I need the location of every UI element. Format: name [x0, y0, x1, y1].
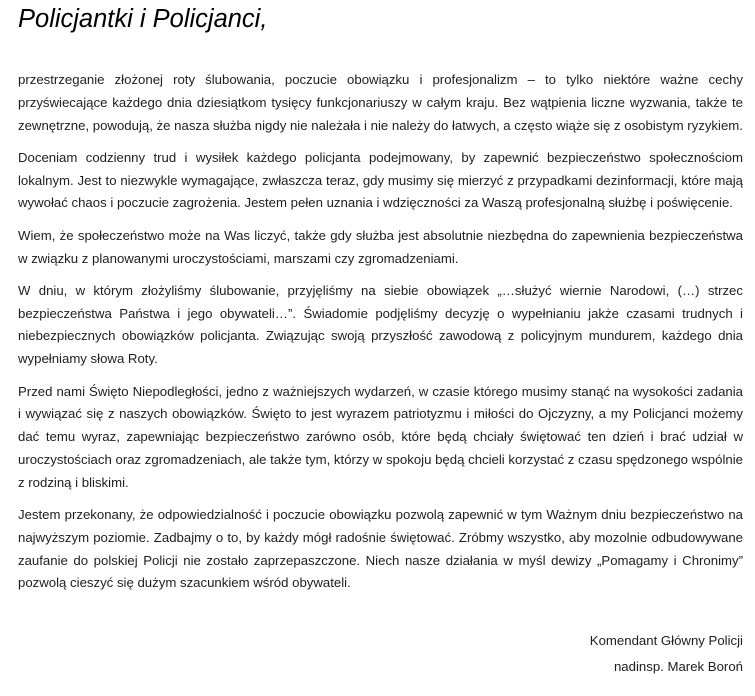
paragraph-6: Jestem przekonany, że odpowiedzialność i poczucie obowiązku pozwolą zapewnić w tym Ważnym dniu bezpieczeństwo na najwyższym poziomie. Zadbajmy o to, by każdy mógł radośnie świętować. Zróbmy wszystko, aby mozolnie odbudowywane zaufanie do polskiej Policji nie zostało zaprzepaszczone. Niech nasze działania w myśl dewizy „Pomagamy i Chronimy” pozwolą cieszyć się dużym szacunkiem wśród obywateli. — [18, 507, 743, 591]
signature-name: nadinsp. Marek Boroń — [613, 659, 743, 674]
paragraph-3: Wiem, że społeczeństwo może na Was liczyć, także gdy służba jest absolutnie niezbędna do zapewnienia bezpieczeństwa w związku z planowanymi uroczystościami, marszami czy zgromadzeniami. — [18, 227, 743, 266]
paragraph-4: W dniu, w którym złożyliśmy ślubowanie, przyjęliśmy na siebie obowiązek „…służyć wiernie Narodowi, (…) strzec bezpieczeństwa Państwa i jego obywateli…”. Świadomie podjęliśmy decyzję o wypełnianiu jakże czasami trudnych i niebezpiecznych obowiązków policjanta. Związując swoją przyszłość zawodową z policyjnym mundurem, każdego dnia wypełniamy słowa Roty. — [18, 282, 743, 367]
paragraph-5: Przed nami Święto Niepodległości, jedno z ważniejszych wydarzeń, w czasie którego musimy stanąć na wysokości zadania i wywiązać się z naszych obowiązków. Święto to jest wyrazem patriotyzmu i miłości do Ojczyzny, a my Policjanci możemy dać temu wyraz, zapewniając bezpieczeństwo zarówno osób, które będą chciały świętować ten dzień i brać udział w uroczystościach oraz zgromadzeniach, ale także tym, którzy w spokoju będą chcieli korzystać z czasu spędzonego wspólnie z rodziną i bliskimi. — [18, 383, 743, 490]
letter-title: Policjantki i Policjanci, — [18, 5, 268, 33]
signature-position: Komendant Główny Policji — [589, 633, 743, 648]
paragraph-1: przestrzeganie złożonej roty ślubowania, poczucie obowiązku i profesjonalizm – to tylko niektóre ważne cechy przyświecające każdego dnia dziesiątkom tysięcy funkcjonariuszy w całym kraju. Bez wątpienia liczne wyzwania, także te zewnętrzne, powodują, że nasza służba nigdy nie należała i nie należy do łatwych, a często wiąże się z osobistym ryzykiem. — [18, 72, 743, 133]
signature-block — [590, 628, 743, 680]
letter-page — [18, 0, 743, 674]
paragraph-2: Doceniam codzienny trud i wysiłek każdego policjanta podejmowany, by zapewnić bezpieczeństwo społecznościom lokalnym. Jest to niezwykle wymagające, zwłaszcza teraz, gdy musimy się mierzyć z przypadkami dezinformacji, które mają wywołać chaos i poczucie zagrożenia. Jestem pełen uznania i wdzięczności za Waszą profesjonalną służbę i poświęcenie. — [18, 149, 743, 211]
letter-body — [18, 69, 743, 605]
